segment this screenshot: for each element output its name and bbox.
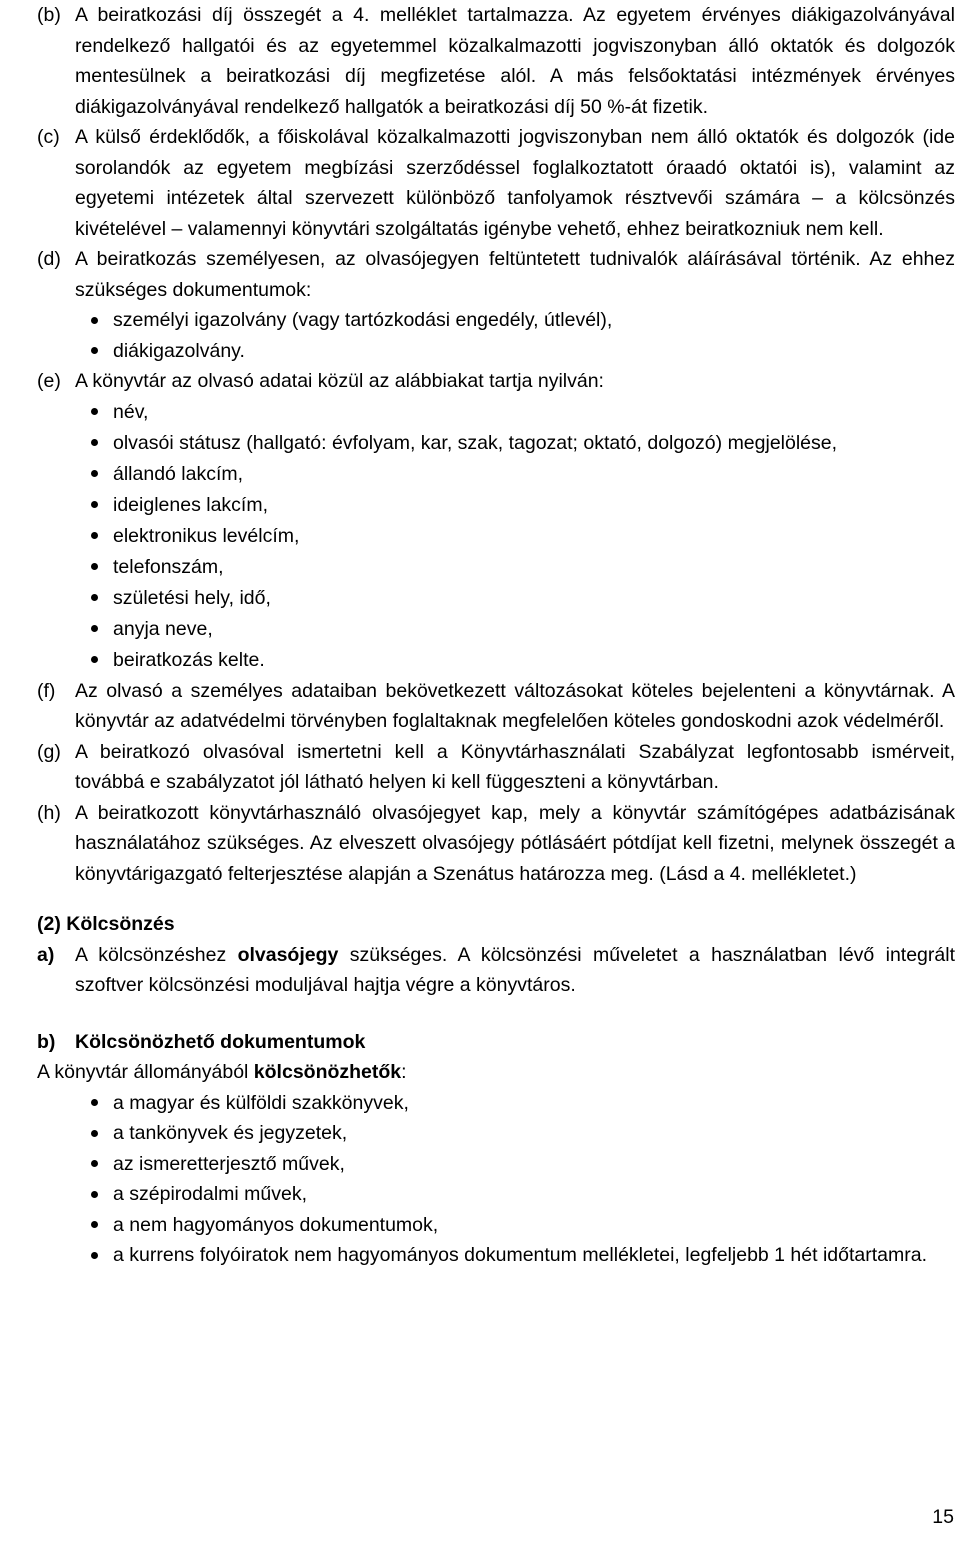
bullet-icon (75, 583, 113, 614)
item-marker: (c) (37, 126, 60, 148)
bullet-icon (75, 1118, 113, 1149)
item-text: A külső érdeklődők, a főiskolával közalkalmazotti jogviszonyban nem álló oktatók és dolgozók (ide sorolandók az egyetem megbízási szerződéssel foglalkoztatott óraadó oktatói is), valamint az egyetemi intézetek által szervezett különböző tanfolyamok résztvevői számára – a kölcsönzés kivételével – valamennyi könyvtári szolgáltatás igénybe vehető, ehhez beiratkozniuk nem kell. (75, 126, 955, 240)
item-marker: a) (37, 943, 55, 966)
section2-item-a (37, 940, 955, 1001)
subsection-title: Kölcsönözhető dokumentumok (75, 1030, 366, 1053)
item-b (37, 0, 955, 122)
bullet-icon (75, 490, 113, 521)
subsection-intro: A könyvtár állományából kölcsönözhetők: (37, 1061, 407, 1083)
item-text: A beiratkozott könyvtárhasználó olvasójegyet kap, mely a könyvtár számítógépes adatbázisának használatához szükséges. Az elveszett olvasójegy pótlásáért pótdíjat kell fizetni, melynek összegét a könyvtárigazgató felterjesztése alapján a Szenátus határozza meg. (Lásd a 4. mellékletet.) (75, 801, 955, 885)
item-marker: b) (37, 1030, 56, 1053)
item-text: A beiratkozási díj összegét a 4. melléklet tartalmazza. Az egyetem érvényes diákigazolványával rendelkező hallgatói és az egyetemmel közalkalmazotti jogviszonyban álló oktatók és dolgozók mentesülnek a beiratkozási díj megfizetése alól. A más felsőoktatási intézmények érvényes diákigazolványával rendelkező hallgatók a beiratkozási díj 50 %-át fizetik. (75, 4, 955, 118)
list-item: az ismeretterjesztő művek, (75, 1149, 955, 1180)
list-item: név, (75, 397, 955, 428)
list-item: személyi igazolvány (vagy tartózkodási engedély, útlevél), (75, 305, 955, 336)
bullet-icon (75, 1149, 113, 1180)
item-body (75, 366, 955, 676)
item-text: A kölcsönzéshez olvasójegy szükséges. A kölcsönzési műveletet a használatban lévő integrált szoftver kölcsönzési moduljával hajtja végre a könyvtáros. (75, 943, 955, 996)
document-list (75, 305, 955, 366)
item-text: Az olvasó a személyes adataiban bekövetkezett változásokat köteles bejelenteni a könyvtárnak. A könyvtár az adatvédelmi törvényben foglaltaknak megfelelően köteles gondoskodni azok védelméről. (75, 679, 955, 732)
list-item: olvasói státusz (hallgató: évfolyam, kar, szak, tagozat; oktató, dolgozó) megjelölése, (75, 428, 955, 459)
page-content (37, 0, 955, 1271)
item-text: A könyvtár az olvasó adatai közül az alábbiakat tartja nyilván: (75, 370, 604, 392)
item-marker: (b) (37, 4, 61, 26)
bullet-icon (75, 552, 113, 583)
list-item: beiratkozás kelte. (75, 645, 955, 676)
section2-item-b (37, 1027, 955, 1058)
item-g (37, 737, 955, 798)
list-item: a nem hagyományos dokumentumok, (75, 1210, 955, 1241)
item-marker: (e) (37, 370, 61, 392)
bullet-icon (75, 521, 113, 552)
item-text: A beiratkozó olvasóval ismertetni kell a Könyvtárhasználati Szabályzat legfontosabb ismérveit, továbbá e szabályzatot jól látható helyen ki kell függeszteni a könyvtárban. (75, 740, 955, 793)
lendable-documents-list (75, 1088, 955, 1271)
bullet-icon (75, 645, 113, 676)
bullet-icon (75, 459, 113, 490)
bullet-icon (75, 1210, 113, 1241)
list-item: elektronikus levélcím, (75, 521, 955, 552)
list-item: a tankönyvek és jegyzetek, (75, 1118, 955, 1149)
list-item: ideiglenes lakcím, (75, 490, 955, 521)
list-item: a szépirodalmi művek, (75, 1179, 955, 1210)
item-e (37, 366, 955, 676)
bullet-icon (75, 305, 113, 336)
reader-data-list (75, 397, 955, 676)
bullet-icon (75, 336, 113, 367)
bullet-icon (75, 1088, 113, 1119)
item-c (37, 122, 955, 244)
page-number: 15 (932, 1506, 954, 1528)
item-text: A beiratkozás személyesen, az olvasójegyen feltüntetett tudnivalók aláírásával történik. Az ehhez szükséges dokumentumok: (75, 248, 955, 301)
item-d (37, 244, 955, 366)
bullet-icon (75, 1179, 113, 1210)
list-item: a kurrens folyóiratok nem hagyományos dokumentum mellékletei, legfeljebb 1 hét időtartamra. (75, 1240, 955, 1271)
bullet-icon (75, 397, 113, 428)
list-item: állandó lakcím, (75, 459, 955, 490)
item-f (37, 676, 955, 737)
list-item: születési hely, idő, (75, 583, 955, 614)
item-marker: (d) (37, 248, 61, 270)
bullet-icon (75, 1240, 113, 1271)
section-title: (2) Kölcsönzés (37, 913, 175, 935)
item-marker: (g) (37, 740, 61, 763)
list-item: diákigazolvány. (75, 336, 955, 367)
list-item: a magyar és külföldi szakkönyvek, (75, 1088, 955, 1119)
list-item: anyja neve, (75, 614, 955, 645)
list-item: telefonszám, (75, 552, 955, 583)
bullet-icon (75, 614, 113, 645)
item-marker: (h) (37, 801, 61, 824)
item-h (37, 798, 955, 890)
bullet-icon (75, 428, 113, 459)
item-marker: (f) (37, 679, 56, 702)
item-body (75, 244, 955, 366)
